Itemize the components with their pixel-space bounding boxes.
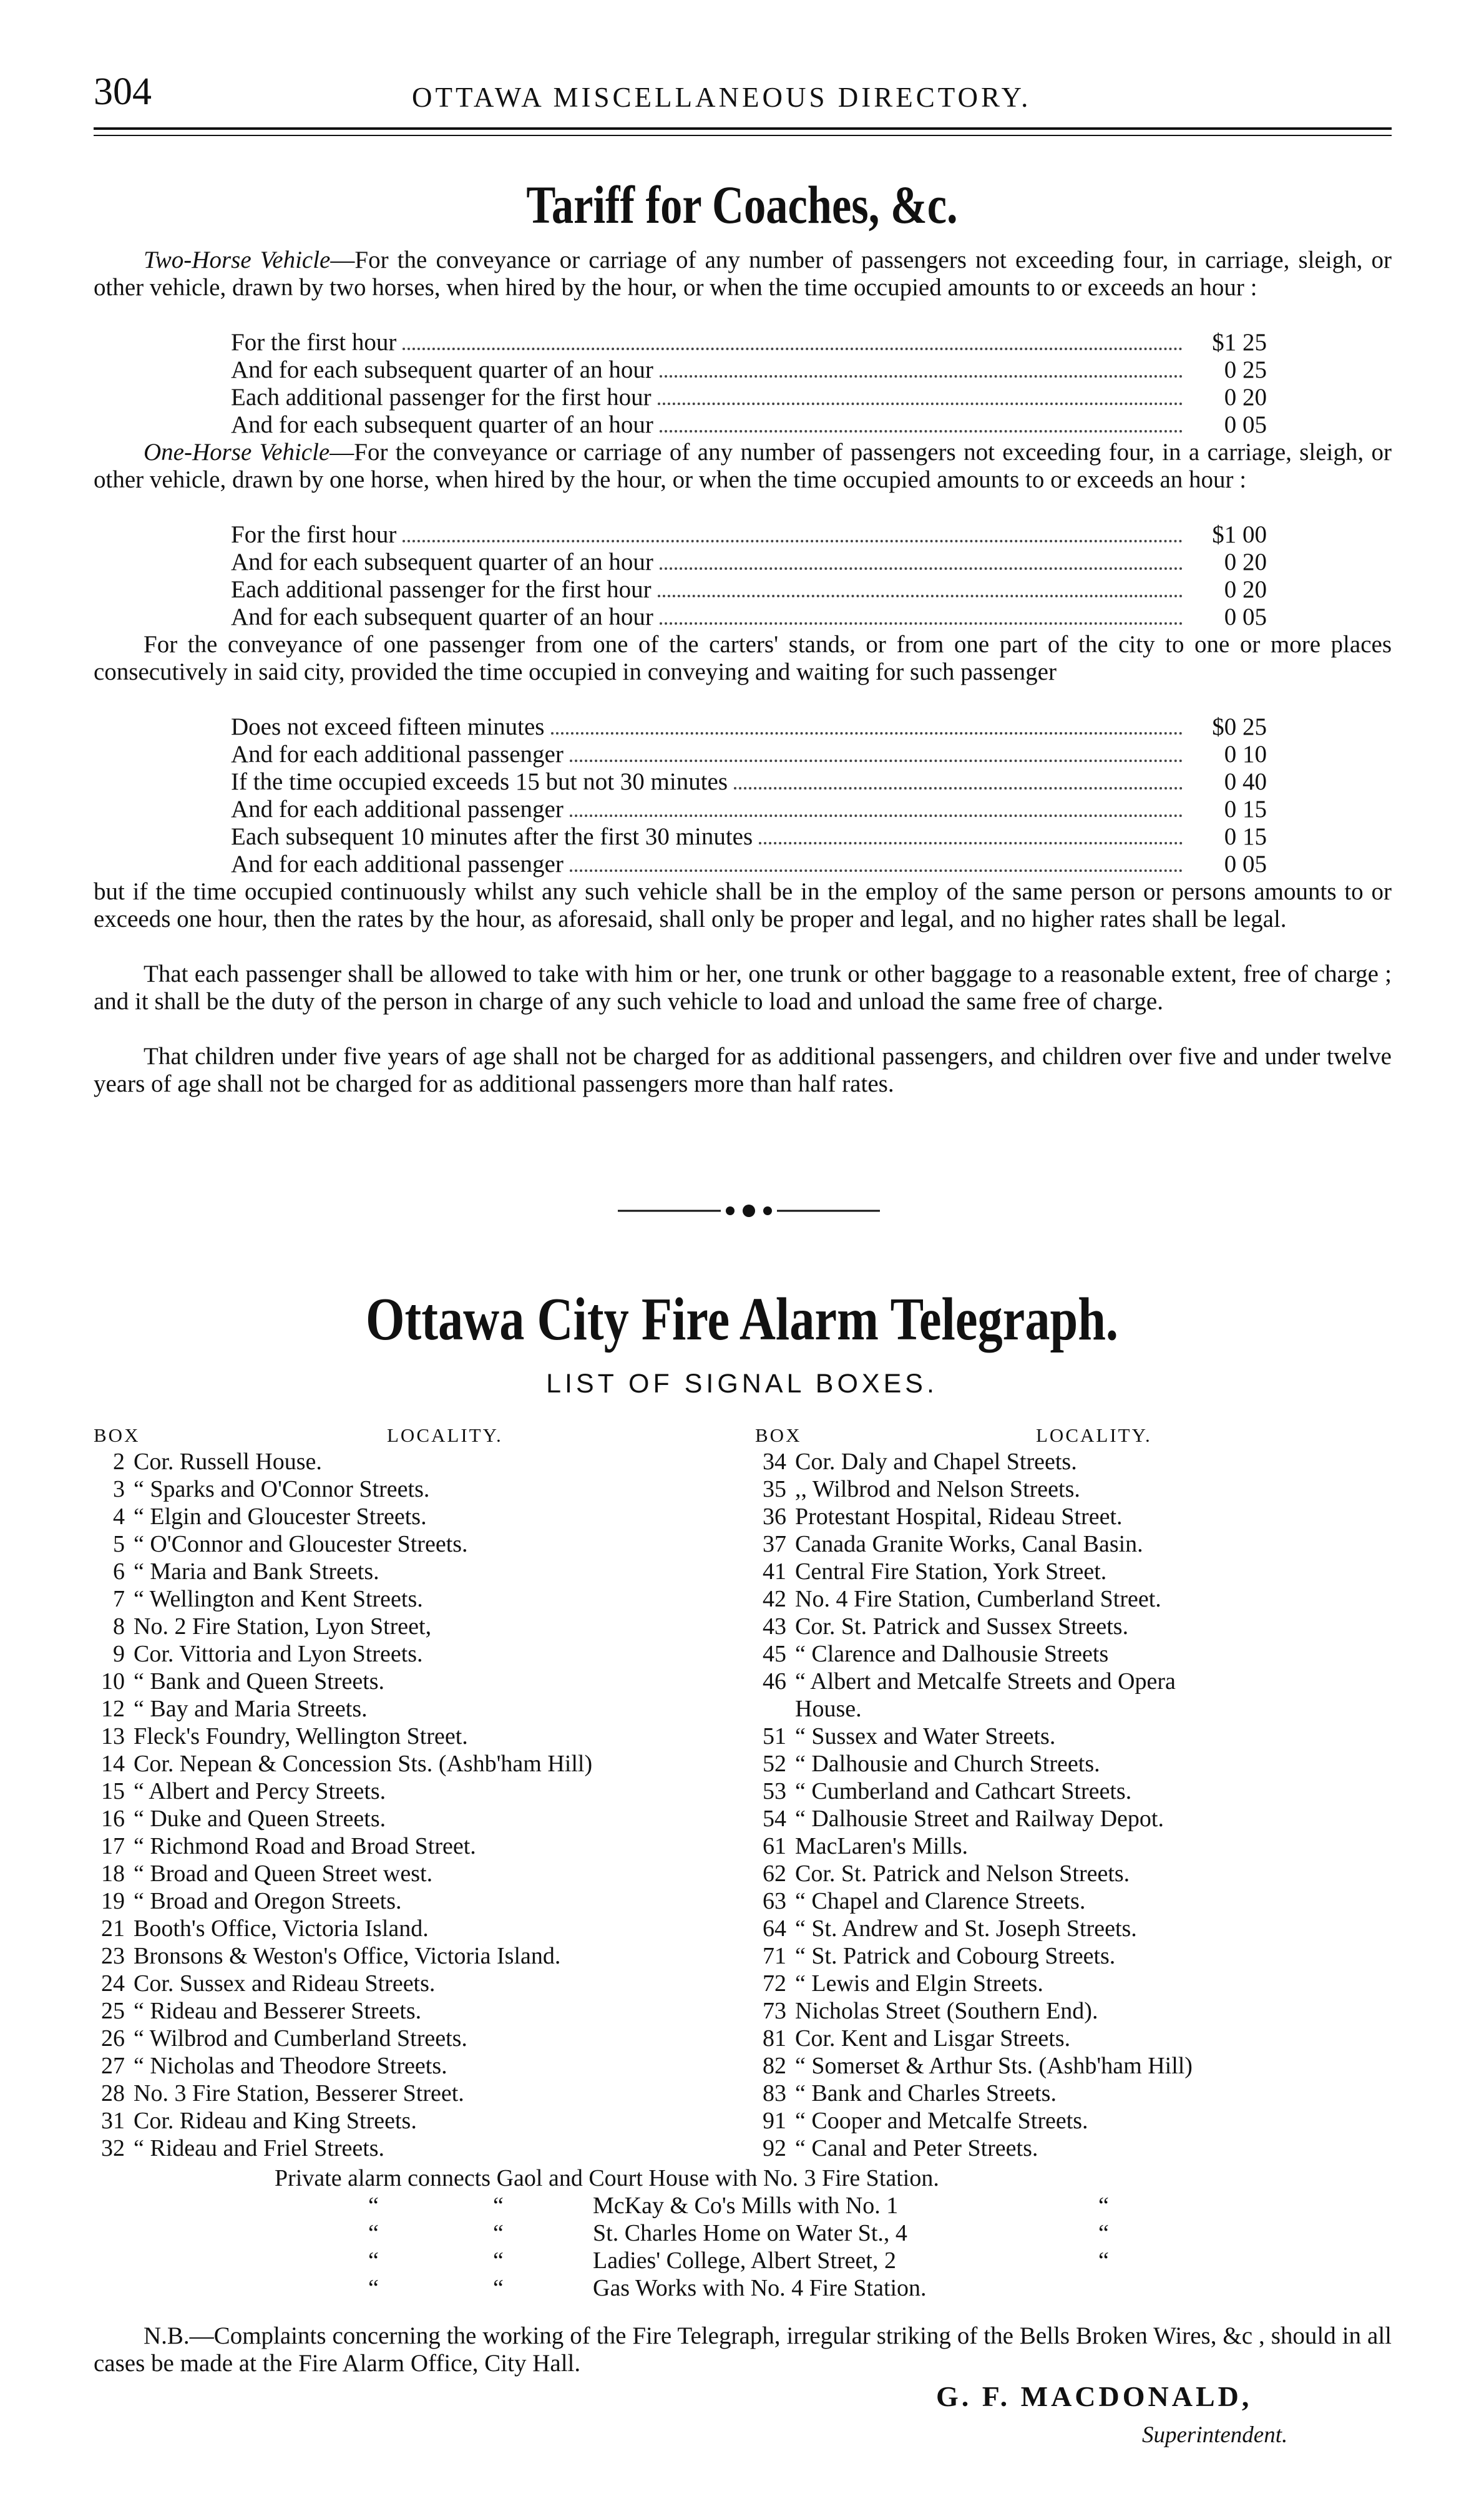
box-locality: Fleck's Foundry, Wellington Street. <box>134 1723 468 1749</box>
private-alarm-line: McKay & Co's Mills with No. 1 <box>593 2193 899 2219</box>
leader-dots <box>403 540 1183 542</box>
private-alarm-line: Private alarm connects Gaol and Court House with No. 3 Fire Station. <box>275 2165 939 2191</box>
tariff-title: Tariff for Coaches, &c. <box>526 175 958 235</box>
box-number: 14 <box>101 1751 125 1777</box>
box-locality: ,, Wilbrod and Nelson Streets. <box>795 1476 1080 1502</box>
ditto-mark: “ <box>368 2220 379 2246</box>
box-locality: “ Duke and Queen Streets. <box>134 1806 386 1832</box>
box-locality: “ Lewis and Elgin Streets. <box>795 1970 1043 1997</box>
signal-box-row <box>75 1832 476 1860</box>
signal-box-row <box>75 1970 435 1997</box>
rate-label: For the first hour <box>231 521 397 548</box>
box-number: 23 <box>101 1943 125 1969</box>
rate-amount: 0 05 <box>1224 411 1267 438</box>
box-locality: MacLaren's Mills. <box>795 1833 969 1859</box>
leader-dots <box>551 732 1183 735</box>
rate-amount: 0 20 <box>1224 384 1267 411</box>
baggage-paragraph: That each passenger shall be allowed to take with him or her, one trunk or other baggage to a reasonable extent, free of charge ; and it shall be the duty of the person in charge of any such vehicle to load and unload the same free of charge. <box>94 961 1392 1015</box>
signal-box-row <box>736 1640 1108 1668</box>
box-locality: “ Wilbrod and Cumberland Streets. <box>134 2025 467 2052</box>
box-locality: “ Albert and Percy Streets. <box>134 1778 386 1804</box>
rate-label: And for each additional passenger <box>231 796 564 823</box>
signal-box-row <box>736 1668 1176 1695</box>
running-head: OTTAWA MISCELLANEOUS DIRECTORY. <box>412 82 1032 113</box>
signal-box-row <box>75 1503 427 1530</box>
box-number: 27 <box>101 2053 125 2079</box>
box-number: 7 <box>113 1586 125 1612</box>
signal-box-row <box>736 1558 1106 1585</box>
leader-dots <box>658 595 1183 597</box>
signal-box-row <box>75 1475 429 1503</box>
signal-box-row <box>736 1805 1164 1832</box>
leader-dots <box>660 375 1183 378</box>
locality-column-header-right: LOCALITY. <box>1036 1424 1152 1446</box>
rate-amount: 0 15 <box>1224 823 1267 850</box>
box-locality: “ Wellington and Kent Streets. <box>134 1586 423 1612</box>
box-number: 53 <box>763 1778 786 1804</box>
box-number: 31 <box>101 2108 125 2134</box>
signal-box-row <box>736 1778 1131 1805</box>
signature: G. F. MACDONALD, <box>936 2380 1252 2412</box>
leader-dots <box>570 869 1183 872</box>
box-number: 61 <box>763 1833 786 1859</box>
one-horse-text: —For the conveyance or carriage of any number of passengers not exceeding four, in a carriage, sleigh, or other vehicle, drawn by one horse, when hired by the hour, or when the time occupied amounts to or exceeds an hour : <box>94 439 1392 493</box>
signal-box-row <box>736 1942 1115 1970</box>
box-locality: “ Dalhousie Street and Railway Depot. <box>795 1806 1164 1832</box>
box-number: 28 <box>101 2080 125 2106</box>
box-number: 9 <box>113 1641 125 1667</box>
fire-alarm-title: Ottawa City Fire Alarm Telegraph. <box>365 1286 1119 1353</box>
leader-dots <box>658 403 1183 405</box>
box-locality: “ Broad and Oregon Streets. <box>134 1888 402 1914</box>
signal-box-row <box>736 1832 968 1860</box>
rate-line <box>231 384 1267 411</box>
locality-column-header-left: LOCALITY. <box>387 1424 503 1446</box>
rate-line <box>231 521 1267 549</box>
signal-box-row <box>736 2107 1088 2135</box>
rate-amount: $0 25 <box>1212 713 1267 740</box>
box-locality: “ Cooper and Metcalfe Streets. <box>795 2108 1088 2134</box>
signal-box-row <box>75 1558 379 1585</box>
box-number: 73 <box>763 1998 786 2024</box>
leader-dots <box>660 622 1183 625</box>
rate-amount: $1 25 <box>1212 329 1267 356</box>
signal-box-row <box>75 1585 423 1613</box>
box-locality: “ Rideau and Friel Streets. <box>134 2135 385 2161</box>
box-locality: Cor. St. Patrick and Nelson Streets. <box>795 1861 1130 1887</box>
box-number: 37 <box>763 1531 786 1557</box>
box-number: 21 <box>101 1915 125 1942</box>
ornament-divider <box>618 1201 880 1220</box>
box-locality: “ Bay and Maria Streets. <box>134 1696 368 1722</box>
box-locality: “ Canal and Peter Streets. <box>795 2135 1038 2161</box>
rate-line <box>231 356 1267 384</box>
signal-box-row <box>75 1530 468 1558</box>
box-number: 82 <box>763 2053 786 2079</box>
rate-label: And for each additional passenger <box>231 741 564 768</box>
box-locality: “ Bank and Charles Streets. <box>795 2080 1057 2106</box>
rate-line <box>231 549 1267 576</box>
rate-label: And for each subsequent quarter of an hour <box>231 604 653 630</box>
box-number: 36 <box>763 1504 786 1530</box>
signal-box-row <box>75 1887 402 1915</box>
rate-amount: 0 05 <box>1224 604 1267 630</box>
box-number: 34 <box>763 1449 786 1475</box>
box-number: 2 <box>113 1449 125 1475</box>
box-locality: “ O'Connor and Gloucester Streets. <box>134 1531 468 1557</box>
signal-box-row <box>736 1750 1100 1778</box>
box-number: 54 <box>763 1806 786 1832</box>
box-locality: Cor. Nepean & Concession Sts. (Ashb'ham Hill) <box>134 1751 593 1777</box>
box-locality: “ Maria and Bank Streets. <box>134 1558 379 1585</box>
signal-box-row <box>736 1503 1123 1530</box>
rate-amount: 0 10 <box>1224 741 1267 768</box>
rate-label: Each subsequent 10 minutes after the first 30 minutes <box>231 823 753 850</box>
box-locality: Cor. Kent and Lisgar Streets. <box>795 2025 1071 2052</box>
private-alarm-line: Ladies' College, Albert Street, 2 <box>593 2248 896 2274</box>
ditto-mark: “ <box>1098 2248 1109 2274</box>
box-number: 72 <box>763 1970 786 1997</box>
box-number: 91 <box>763 2108 786 2134</box>
rate-label: And for each subsequent quarter of an hour <box>231 356 653 383</box>
box-locality: No. 2 Fire Station, Lyon Street, <box>134 1613 432 1640</box>
box-number: 42 <box>763 1586 786 1612</box>
two-horse-paragraph <box>94 247 1392 301</box>
box-number: 25 <box>101 1998 125 2024</box>
rate-line <box>231 576 1267 604</box>
box-locality: Bronsons & Weston's Office, Victoria Island. <box>134 1943 561 1969</box>
box-number: 3 <box>113 1476 125 1502</box>
header-rule-thin <box>94 135 1392 136</box>
signal-box-row <box>75 2052 447 2080</box>
box-locality: Booth's Office, Victoria Island. <box>134 1915 429 1942</box>
complaints-note: N.B.—Complaints concerning the working of the Fire Telegraph, irregular striking of the Bells Broken Wires, &c , should in all cases be made at the Fire Alarm Office, City Hall. <box>94 2322 1392 2377</box>
box-locality: “ Dalhousie and Church Streets. <box>795 1751 1100 1777</box>
ditto-mark: “ <box>368 2248 379 2274</box>
box-locality: Cor. Daly and Chapel Streets. <box>795 1449 1077 1475</box>
leader-dots <box>759 842 1183 844</box>
header-rule-thick <box>94 127 1392 130</box>
signal-box-row <box>75 1778 386 1805</box>
signal-box-row <box>736 1530 1143 1558</box>
box-number: 52 <box>763 1751 786 1777</box>
signal-boxes-subtitle: LIST OF SIGNAL BOXES. <box>546 1369 938 1399</box>
rate-label: And for each subsequent quarter of an hour <box>231 549 653 575</box>
signal-box-row <box>75 2107 417 2135</box>
rate-amount: 0 40 <box>1224 768 1267 795</box>
one-horse-paragraph <box>94 439 1392 494</box>
ditto-mark: “ <box>493 2275 504 2301</box>
rate-amount: 0 05 <box>1224 851 1267 878</box>
signal-box-row <box>75 1997 421 2025</box>
signal-box-row <box>736 1613 1128 1640</box>
box-number: 15 <box>101 1778 125 1804</box>
box-locality: “ Clarence and Dalhousie Streets <box>795 1641 1109 1667</box>
box-column-header-right: BOX <box>755 1424 802 1446</box>
box-number: 12 <box>101 1696 125 1722</box>
box-number: 43 <box>763 1613 786 1640</box>
rate-line <box>231 411 1267 439</box>
box-locality: “ Albert and Metcalfe Streets and Opera <box>795 1668 1176 1695</box>
box-number: 32 <box>101 2135 125 2161</box>
leader-dots <box>570 814 1183 817</box>
box-number: 8 <box>113 1613 125 1640</box>
rate-line <box>231 604 1267 631</box>
box-number: 5 <box>113 1531 125 1557</box>
signal-box-row <box>736 2080 1057 2107</box>
signal-box-row <box>75 2080 464 2107</box>
children-paragraph: That children under five years of age shall not be charged for as additional passengers, and children over five and under twelve years of age shall not be charged for as additional passengers more than half rates. <box>94 1043 1392 1097</box>
signal-box-row <box>736 1695 862 1723</box>
box-number: 92 <box>763 2135 786 2161</box>
signal-box-row <box>75 2025 467 2052</box>
one-horse-label: One-Horse Vehicle <box>144 439 330 466</box>
box-number: 10 <box>101 1668 125 1695</box>
leader-dots <box>403 348 1183 350</box>
rate-label: For the first hour <box>231 329 397 356</box>
box-number: 63 <box>763 1888 786 1914</box>
page-number: 304 <box>94 71 152 113</box>
box-locality: Cor. Vittoria and Lyon Streets. <box>134 1641 423 1667</box>
box-number: 16 <box>101 1806 125 1832</box>
box-locality: Canada Granite Works, Canal Basin. <box>795 1531 1143 1557</box>
rate-label: Each additional passenger for the first hour <box>231 576 652 603</box>
signal-box-row <box>736 2052 1193 2080</box>
box-number: 83 <box>763 2080 786 2106</box>
box-locality: “ Sparks and O'Connor Streets. <box>134 1476 430 1502</box>
rate-label: If the time occupied exceeds 15 but not 30 minutes <box>231 768 728 795</box>
private-alarm-line: Gas Works with No. 4 Fire Station. <box>593 2275 927 2301</box>
box-locality: “ Broad and Queen Street west. <box>134 1861 433 1887</box>
rate-label: And for each additional passenger <box>231 851 564 878</box>
signal-box-row <box>75 1750 592 1778</box>
box-locality: No. 3 Fire Station, Besserer Street. <box>134 2080 464 2106</box>
leader-dots <box>570 760 1183 762</box>
box-number: 35 <box>763 1476 786 1502</box>
box-locality: “ Chapel and Clarence Streets. <box>795 1888 1086 1914</box>
leader-dots <box>660 567 1183 570</box>
box-locality: Nicholas Street (Southern End). <box>795 1998 1098 2024</box>
box-locality: Cor. Sussex and Rideau Streets. <box>134 1970 436 1997</box>
box-locality: “ St. Andrew and St. Joseph Streets. <box>795 1915 1137 1942</box>
signal-box-row <box>736 2025 1070 2052</box>
continuous-paragraph: but if the time occupied continuously whilst any such vehicle shall be in the employ of the same person or persons amounts to or exceeds one hour, then the rates by the hour, as aforesaid, shall only be proper and legal, and no higher rates shall be legal. <box>94 878 1392 932</box>
box-number: 64 <box>763 1915 786 1942</box>
signal-box-row <box>736 1448 1077 1475</box>
signal-box-row <box>736 1887 1085 1915</box>
box-number: 51 <box>763 1723 786 1749</box>
signal-box-row <box>75 1915 429 1942</box>
rate-line <box>231 796 1267 823</box>
box-locality: “ Rideau and Besserer Streets. <box>134 1998 422 2024</box>
box-locality: Cor. Russell House. <box>134 1449 322 1475</box>
box-locality: Cor. St. Patrick and Sussex Streets. <box>795 1613 1129 1640</box>
box-locality: “ Bank and Queen Streets. <box>134 1668 385 1695</box>
box-number: 62 <box>763 1861 786 1887</box>
ditto-mark: “ <box>493 2248 504 2274</box>
box-locality: “ Sussex and Water Streets. <box>795 1723 1056 1749</box>
signal-box-row <box>736 1585 1161 1613</box>
box-number: 19 <box>101 1888 125 1914</box>
rate-amount: $1 00 <box>1212 521 1267 548</box>
ditto-mark: “ <box>1098 2193 1109 2219</box>
ditto-mark: “ <box>493 2193 504 2219</box>
signal-box-row <box>75 2135 384 2162</box>
signal-box-row <box>736 2135 1038 2162</box>
two-horse-label: Two-Horse Vehicle <box>144 247 331 273</box>
ditto-mark: “ <box>493 2220 504 2246</box>
signal-box-row <box>75 1860 432 1887</box>
signal-box-row <box>736 1970 1043 1997</box>
ditto-mark: “ <box>1098 2220 1109 2246</box>
box-locality: “ St. Patrick and Cobourg Streets. <box>795 1943 1116 1969</box>
private-alarm-line: St. Charles Home on Water St., 4 <box>593 2220 907 2246</box>
rate-line <box>231 823 1267 851</box>
box-number: 17 <box>101 1833 125 1859</box>
signal-box-row <box>75 1668 384 1695</box>
box-number: 45 <box>763 1641 786 1667</box>
signal-box-row <box>736 1723 1055 1750</box>
signal-box-row <box>75 1723 468 1750</box>
ditto-mark: “ <box>368 2275 379 2301</box>
box-number: 6 <box>113 1558 125 1585</box>
leader-dots <box>660 430 1183 433</box>
rate-amount: 0 15 <box>1224 796 1267 823</box>
signal-box-row <box>75 1942 560 1970</box>
box-locality: “ Cumberland and Cathcart Streets. <box>795 1778 1132 1804</box>
box-number: 71 <box>763 1943 786 1969</box>
box-locality: Central Fire Station, York Street. <box>795 1558 1107 1585</box>
signal-box-row <box>75 1613 431 1640</box>
rate-amount: 0 20 <box>1224 576 1267 603</box>
signal-box-row <box>75 1448 322 1475</box>
rate-line <box>231 713 1267 741</box>
box-locality: “ Nicholas and Theodore Streets. <box>134 2053 447 2079</box>
box-number: 4 <box>113 1504 125 1530</box>
rate-line <box>231 329 1267 356</box>
signal-box-row <box>75 1805 386 1832</box>
box-locality: “ Elgin and Gloucester Streets. <box>134 1504 427 1530</box>
rate-line <box>231 768 1267 796</box>
box-column-header-left: BOX <box>94 1424 140 1446</box>
box-locality: No. 4 Fire Station, Cumberland Street. <box>795 1586 1161 1612</box>
signal-box-row <box>75 1695 368 1723</box>
box-number: 13 <box>101 1723 125 1749</box>
rate-line <box>231 741 1267 768</box>
box-number: 46 <box>763 1668 786 1695</box>
box-number: 24 <box>101 1970 125 1997</box>
stands-paragraph: For the conveyance of one passenger from one of the carters' stands, or from one part of the city to one or more places consecutively in said city, provided the time occupied in conveying and waiting for such passenger <box>94 631 1392 685</box>
page-header <box>94 70 1392 120</box>
ditto-mark: “ <box>368 2193 379 2219</box>
rate-line <box>231 851 1267 878</box>
box-locality: Cor. Rideau and King Streets. <box>134 2108 417 2134</box>
box-number: 26 <box>101 2025 125 2052</box>
box-number: 18 <box>101 1861 125 1887</box>
signal-box-row <box>736 1915 1137 1942</box>
two-horse-text: —For the conveyance or carriage of any number of passengers not exceeding four, in carriage, sleigh, or other vehicle, drawn by two horses, when hired by the hour, or when the time occupied amounts to or exceeds an hour : <box>94 247 1392 301</box>
rate-amount: 0 25 <box>1224 356 1267 383</box>
box-locality: House. <box>795 1696 862 1722</box>
rate-amount: 0 20 <box>1224 549 1267 575</box>
box-locality: “ Somerset & Arthur Sts. (Ashb'ham Hill) <box>795 2053 1193 2079</box>
signal-box-row <box>736 1860 1130 1887</box>
signal-box-row <box>75 1640 423 1668</box>
box-locality: “ Richmond Road and Broad Street. <box>134 1833 476 1859</box>
rate-label: Does not exceed fifteen minutes <box>231 713 545 740</box>
signal-box-row <box>736 1475 1080 1503</box>
rate-label: And for each subsequent quarter of an hour <box>231 411 653 438</box>
box-locality: Protestant Hospital, Rideau Street. <box>795 1504 1123 1530</box>
box-number: 41 <box>763 1558 786 1585</box>
rate-label: Each additional passenger for the first hour <box>231 384 652 411</box>
signature-title: Superintendent. <box>1142 2422 1288 2448</box>
signal-box-row <box>736 1997 1098 2025</box>
leader-dots <box>734 787 1183 790</box>
box-number: 81 <box>763 2025 786 2052</box>
